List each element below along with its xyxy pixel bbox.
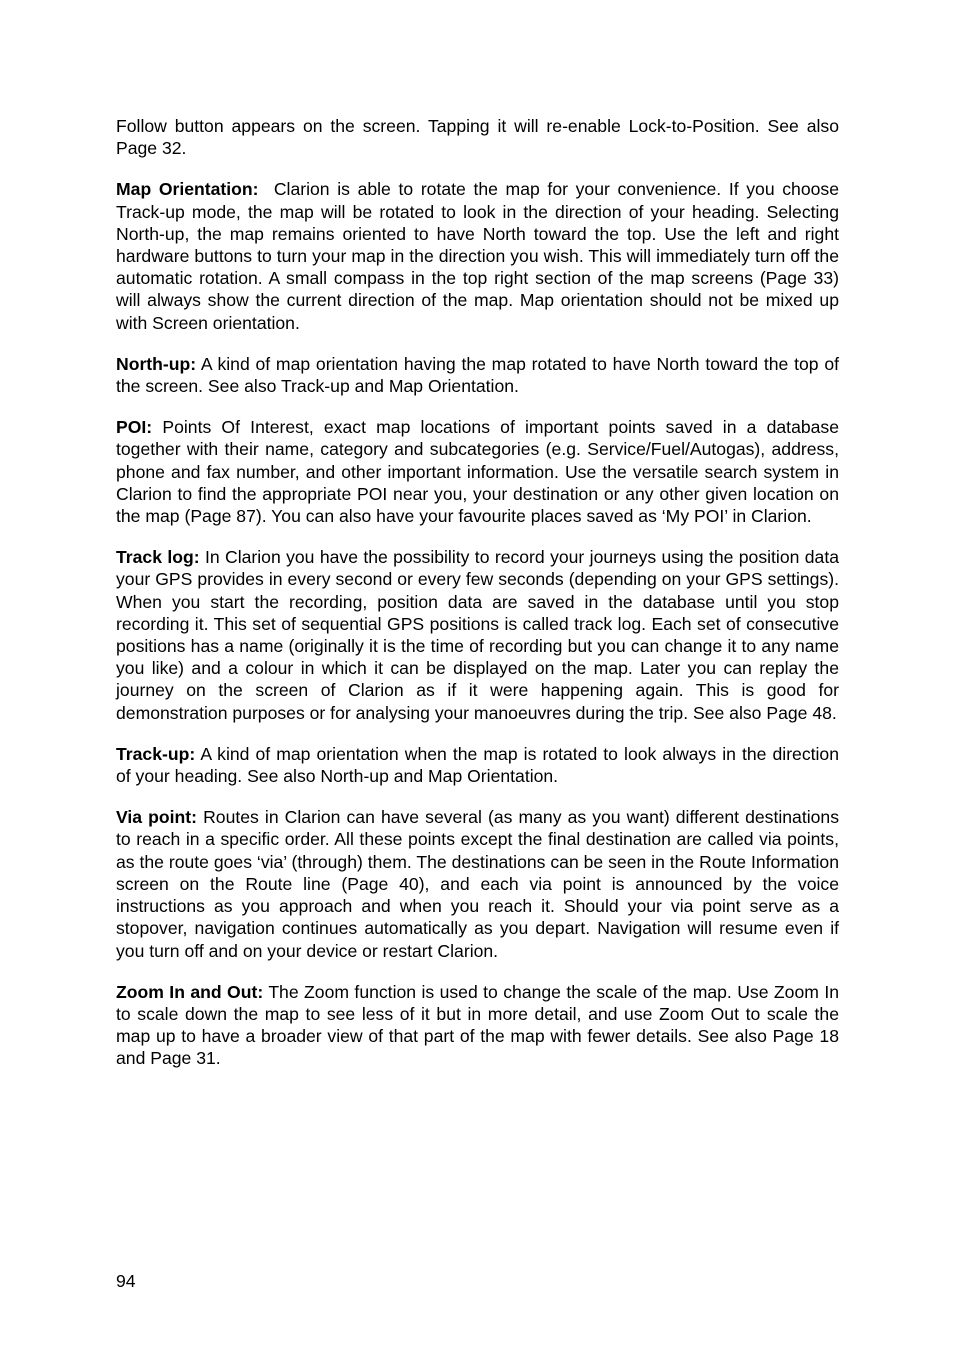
glossary-entry-via-point [116,806,839,961]
page-number: 94 [116,1271,136,1291]
glossary-definition: Points Of Interest, exact map locations of important points saved in a database together with their name, category and subcategories (e.g. Service/Fuel/Autogas), address, phone and fax number, and other important information. Use the versatile search system in Clarion to find the appropriate POI near you, your destination or any other given location on the map (Page 87). You can also have your favourite places saved as ‘My POI’ in Clarion. [116,417,840,527]
glossary-definition: A kind of map orientation when the map is rotated to look always in the direction of your heading. See also North-up and Map Orientation. [116,743,839,787]
glossary-term: Zoom In and Out: [116,981,264,1002]
glossary-definition: A kind of map orientation having the map rotated to have North toward the top of the screen. See also Track-up and Map Orientation. [116,353,839,397]
glossary-term: Via point: [116,807,198,828]
glossary-term: Track-up: [116,743,196,764]
glossary-definition: In Clarion you have the possibility to record your journeys using the position data your GPS provides in every second or every few seconds (depending on your GPS settings). When you start the recording, position data are saved in the database until you stop recording it. This set of sequential GPS positions is called track log. Each set of consecutive positions has a name (originally it is the time of recording but you can change it to any name you like) and a colour in which it can be displayed on the map. Later you can replay the journey on the screen of Clarion as if it were happening again. This is good for demonstration purposes or for analysing your manoeuvres during the trip. See also Page 48. [116,547,840,723]
glossary-entry-north-up [116,353,839,397]
glossary-entry-track-log [116,546,839,724]
glossary-term: Track log: [116,547,200,568]
glossary-term: North-up: [116,353,197,374]
glossary-entry-track-up [116,743,839,787]
glossary-definition: Routes in Clarion can have several (as many as you want) different destinations to reach in a specific order. All these points except the final destination are called via points, as the route goes ‘via’ (through) them. The destinations can be seen in the Route Information screen on the Route line (Page 40), and each via point is announced by the voice instructions as you approach and when you reach it. Should your via point serve as a stopover, navigation continues automatically as you depart. Navigation will resume even if you turn off and on your device or restart Clarion. [116,807,839,961]
glossary-term: POI: [116,417,153,438]
glossary-definition: Clarion is able to rotate the map for your convenience. If you choose Track-up mode, the map will be rotated to look in the direction of your heading. Selecting North-up, the map remains oriented to have North toward the top. Use the left and right hardware buttons to turn your map in the direction you wish. This will immediately turn off the automatic rotation. A small compass in the top right section of the map screens (Page 33) will always show the current direction of the map. Map orientation should not be mixed up with Screen orientation. [116,179,839,333]
glossary-entry-map-orientation [116,178,839,333]
glossary-term: Map Orientation: [116,179,259,200]
intro-paragraph: Follow button appears on the screen. Tapping it will re-enable Lock-to-Position. See also Page 32. [116,116,839,159]
document-body [116,115,839,1089]
glossary-entry-zoom-in-and-out [116,981,839,1070]
glossary-definition: The Zoom function is used to change the scale of the map. Use Zoom In to scale down the map to see less of it but in more detail, and use Zoom Out to scale the map up to have a broader view of that part of the map with fewer details. See also Page 18 and Page 31. [116,981,839,1069]
glossary-entry-poi [116,416,839,527]
